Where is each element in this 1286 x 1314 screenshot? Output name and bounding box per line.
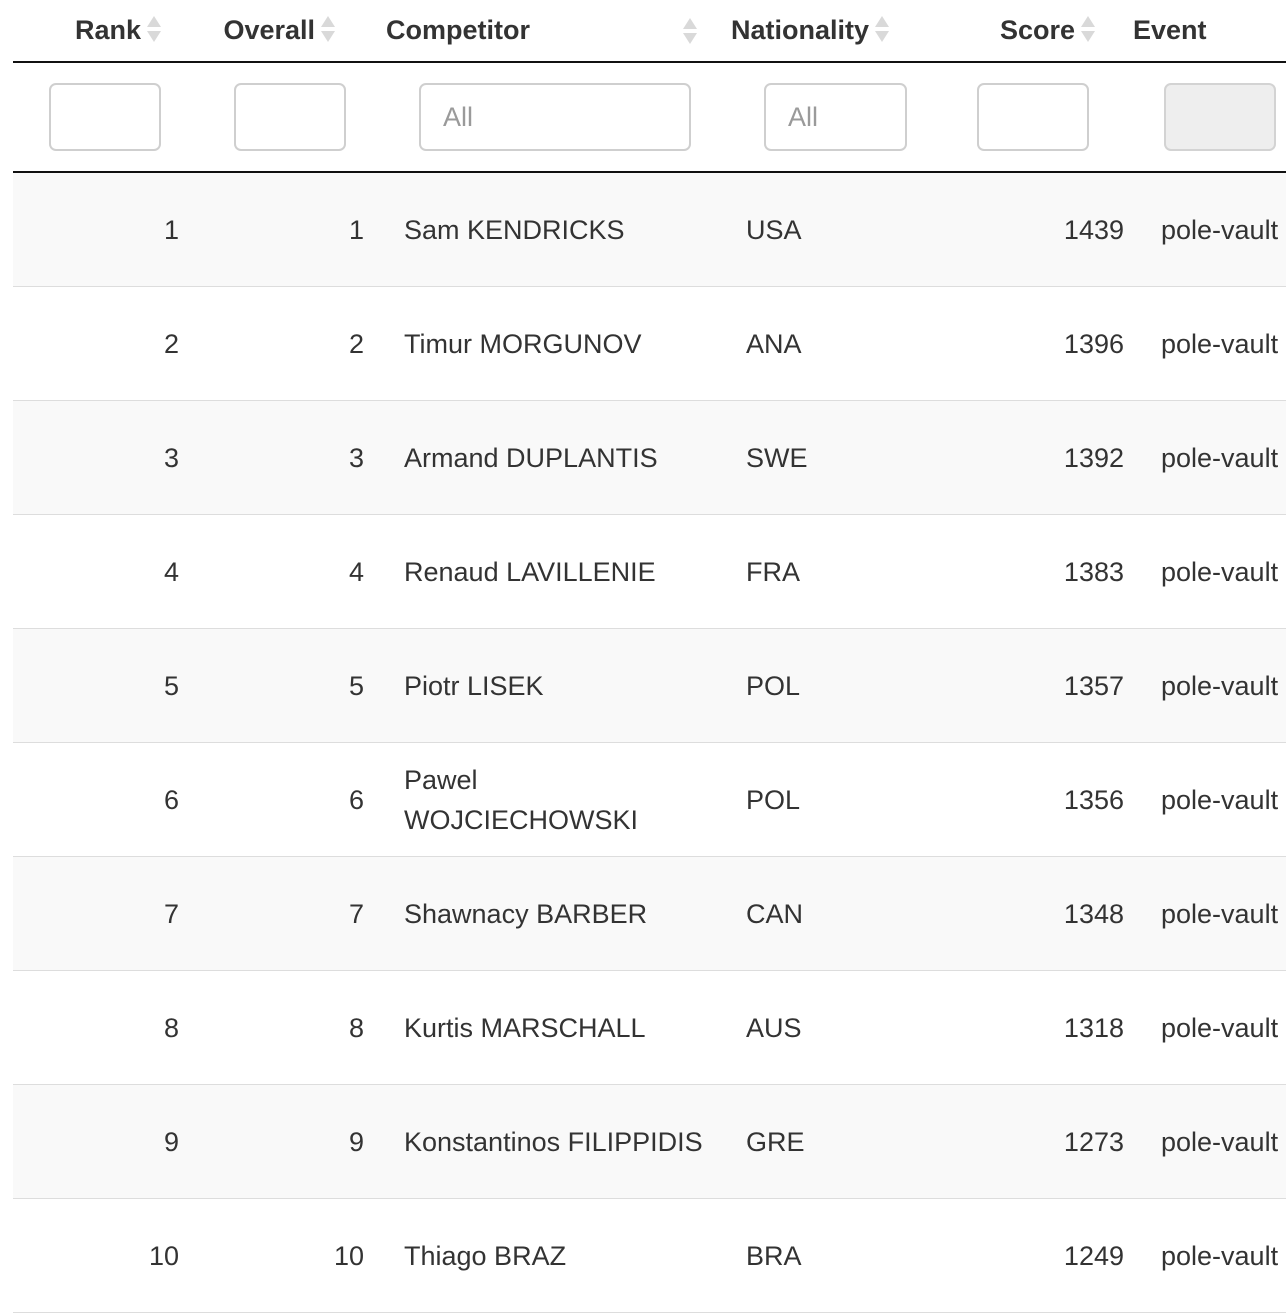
cell-competitor: Armand DUPLANTIS — [364, 401, 709, 515]
cell-event: pole-vault — [1124, 1199, 1286, 1313]
score-filter-input[interactable] — [977, 83, 1089, 151]
cell-event: pole-vault — [1124, 1085, 1286, 1199]
event-filter-input — [1164, 83, 1276, 151]
cell-score: 1348 — [924, 857, 1124, 971]
cell-nationality: FRA — [709, 515, 924, 629]
sort-arrows-icon[interactable] — [321, 14, 333, 44]
column-header-label: Score — [999, 14, 1075, 45]
column-header-label: Overall — [223, 14, 315, 45]
cell-overall: 8 — [179, 971, 364, 1085]
table-row — [13, 857, 1286, 971]
results-table — [13, 0, 1286, 1313]
cell-competitor: Thiago BRAZ — [364, 1199, 709, 1313]
column-header-label: Competitor — [386, 15, 530, 45]
cell-rank: 5 — [13, 629, 179, 743]
cell-overall: 10 — [179, 1199, 364, 1313]
cell-score: 1439 — [924, 172, 1124, 287]
cell-rank: 8 — [13, 971, 179, 1085]
cell-rank: 4 — [13, 515, 179, 629]
column-header-label: Event — [1133, 15, 1207, 45]
cell-overall: 4 — [179, 515, 364, 629]
cell-overall: 5 — [179, 629, 364, 743]
column-header-overall[interactable] — [179, 0, 364, 62]
cell-nationality: CAN — [709, 857, 924, 971]
cell-competitor: Timur MORGUNOV — [364, 287, 709, 401]
cell-overall: 1 — [179, 172, 364, 287]
cell-overall: 9 — [179, 1085, 364, 1199]
filter-row — [13, 62, 1286, 172]
column-header-score[interactable] — [924, 0, 1124, 62]
filter-cell-rank — [13, 62, 179, 172]
cell-score: 1392 — [924, 401, 1124, 515]
nationality-filter-input[interactable] — [764, 83, 907, 151]
cell-competitor: Shawnacy BARBER — [364, 857, 709, 971]
cell-event: pole-vault — [1124, 857, 1286, 971]
cell-event: pole-vault — [1124, 287, 1286, 401]
filter-cell-nationality — [709, 62, 924, 172]
cell-rank: 3 — [13, 401, 179, 515]
cell-score: 1356 — [924, 743, 1124, 857]
cell-nationality: GRE — [709, 1085, 924, 1199]
cell-event: pole-vault — [1124, 629, 1286, 743]
filter-cell-event — [1124, 62, 1286, 172]
cell-nationality: BRA — [709, 1199, 924, 1313]
table-row — [13, 743, 1286, 857]
cell-rank: 10 — [13, 1199, 179, 1313]
cell-score: 1249 — [924, 1199, 1124, 1313]
cell-overall: 2 — [179, 287, 364, 401]
cell-nationality: POL — [709, 743, 924, 857]
cell-score: 1273 — [924, 1085, 1124, 1199]
cell-overall: 6 — [179, 743, 364, 857]
cell-rank: 2 — [13, 287, 179, 401]
cell-rank: 6 — [13, 743, 179, 857]
cell-nationality: POL — [709, 629, 924, 743]
table-row — [13, 629, 1286, 743]
cell-score: 1383 — [924, 515, 1124, 629]
filter-cell-score — [924, 62, 1124, 172]
column-header-event — [1124, 0, 1286, 62]
column-header-rank[interactable] — [13, 0, 179, 62]
cell-overall: 7 — [179, 857, 364, 971]
column-header-label: Nationality — [731, 14, 870, 45]
column-header-label: Rank — [74, 14, 141, 45]
cell-competitor: Kurtis MARSCHALL — [364, 971, 709, 1085]
competitor-filter-input[interactable] — [419, 83, 691, 151]
table-row — [13, 287, 1286, 401]
cell-competitor: Konstantinos FILIPPIDIS — [364, 1085, 709, 1199]
sort-arrows-icon[interactable] — [875, 14, 887, 44]
cell-event: pole-vault — [1124, 743, 1286, 857]
cell-score: 1318 — [924, 971, 1124, 1085]
cell-nationality: ANA — [709, 287, 924, 401]
cell-competitor: Sam KENDRICKS — [364, 172, 709, 287]
cell-competitor: Pawel WOJCIECHOWSKI — [364, 743, 709, 857]
cell-competitor: Piotr LISEK — [364, 629, 709, 743]
header-row — [13, 0, 1286, 62]
cell-overall: 3 — [179, 401, 364, 515]
table-row — [13, 172, 1286, 287]
cell-nationality: AUS — [709, 971, 924, 1085]
filter-cell-competitor — [364, 62, 709, 172]
sort-arrows-icon[interactable] — [1081, 14, 1093, 44]
column-header-competitor[interactable] — [364, 0, 709, 62]
cell-rank: 1 — [13, 172, 179, 287]
table-row — [13, 515, 1286, 629]
cell-nationality: SWE — [709, 401, 924, 515]
cell-event: pole-vault — [1124, 172, 1286, 287]
table-header — [13, 0, 1286, 172]
overall-filter-input[interactable] — [234, 83, 346, 151]
cell-nationality: USA — [709, 172, 924, 287]
cell-competitor: Renaud LAVILLENIE — [364, 515, 709, 629]
cell-rank: 9 — [13, 1085, 179, 1199]
cell-rank: 7 — [13, 857, 179, 971]
filter-cell-overall — [179, 62, 364, 172]
column-header-nationality[interactable] — [709, 0, 924, 62]
cell-event: pole-vault — [1124, 515, 1286, 629]
table-row — [13, 401, 1286, 515]
table-row — [13, 971, 1286, 1085]
table-body — [13, 172, 1286, 1313]
table-row — [13, 1085, 1286, 1199]
cell-score: 1396 — [924, 287, 1124, 401]
cell-event: pole-vault — [1124, 401, 1286, 515]
cell-event: pole-vault — [1124, 971, 1286, 1085]
sort-arrows-icon[interactable] — [683, 16, 695, 46]
rank-filter-input[interactable] — [49, 83, 161, 151]
sort-arrows-icon[interactable] — [147, 14, 159, 44]
cell-score: 1357 — [924, 629, 1124, 743]
table-row — [13, 1199, 1286, 1313]
